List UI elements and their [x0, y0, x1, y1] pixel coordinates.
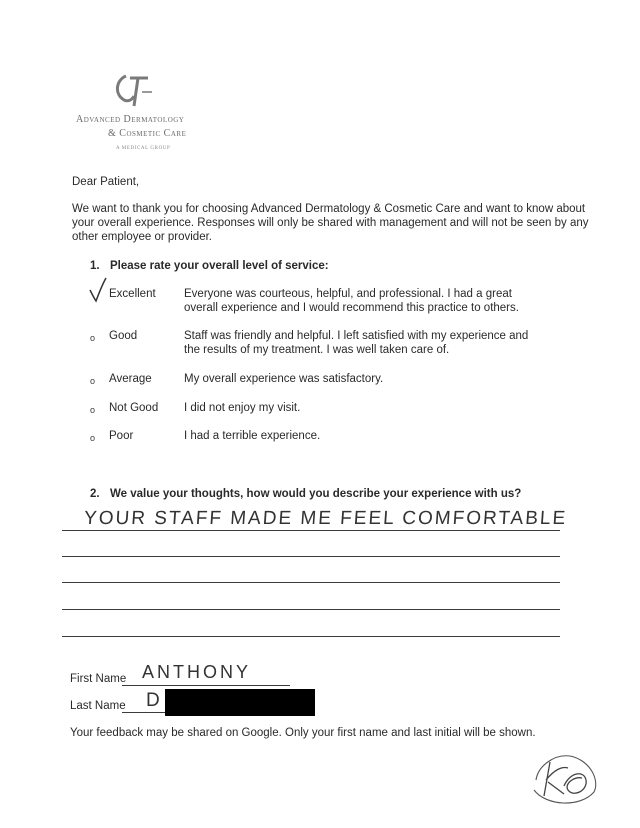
intro-line-3: other employee or provider. [72, 231, 212, 243]
option-not-good-radio[interactable]: o [90, 405, 96, 415]
first-name-line [122, 685, 290, 686]
option-average-radio[interactable]: o [90, 376, 96, 386]
option-not-good-desc: I did not enjoy my visit. [184, 402, 301, 414]
answer-line-2 [62, 556, 560, 557]
first-name-value[interactable]: ANTHONY [142, 662, 252, 682]
answer-line-3 [62, 582, 560, 583]
option-good-label[interactable]: Good [109, 330, 138, 342]
option-good-desc-1: Staff was friendly and helpful. I left satisfied with my experience and [184, 330, 529, 342]
option-good-desc-2: the results of my treatment. I was well taken care of. [184, 344, 450, 356]
option-poor-desc: I had a terrible experience. [184, 430, 321, 442]
practice-logo [60, 70, 210, 160]
option-excellent-desc-2: overall experience and I would recommend this practice to others. [184, 302, 519, 314]
q2-number: 2. [90, 488, 100, 500]
first-name-label: First Name [70, 673, 127, 685]
handwritten-initials-icon [530, 750, 600, 810]
q1-text: Please rate your overall level of service: [110, 260, 329, 272]
option-good-radio[interactable]: o [90, 333, 96, 343]
last-name-label: Last Name [70, 700, 126, 712]
intro-line-1: We want to thank you for choosing Advanced Dermatology & Cosmetic Care and want to know about [72, 203, 586, 215]
option-poor-label[interactable]: Poor [109, 430, 134, 442]
option-excellent-desc-1: Everyone was courteous, helpful, and professional. I had a great [184, 288, 512, 300]
logo-line-2: & Cosmetic Care [108, 128, 187, 139]
option-average-desc: My overall experience was satisfactory. [184, 373, 384, 385]
q2-handwritten-answer[interactable]: YOUR STAFF MADE ME FEEL COMFORTABLE [83, 508, 568, 529]
logo-line-1: Advanced Dermatology [76, 114, 185, 125]
answer-line-1 [62, 530, 560, 531]
redaction-bar [165, 689, 315, 716]
logo-emblem-icon [108, 70, 168, 110]
option-average-label[interactable]: Average [109, 373, 152, 385]
option-poor-radio[interactable]: o [90, 433, 96, 443]
q2-text: We value your thoughts, how would you describe your experience with us? [110, 488, 522, 500]
answer-line-5 [62, 636, 560, 637]
last-name-value[interactable]: D [146, 690, 161, 711]
greeting: Dear Patient, [72, 176, 140, 188]
answer-line-4 [62, 609, 560, 610]
intro-line-2: your overall experience. Responses will only be shared with management and will not be seen by any [72, 217, 589, 229]
q1-number: 1. [90, 260, 100, 272]
logo-line-3: A MEDICAL GROUP [116, 146, 171, 151]
google-share-note: Your feedback may be shared on Google. Only your first name and last initial will be shown. [70, 727, 536, 739]
option-not-good-label[interactable]: Not Good [109, 402, 159, 414]
option-excellent-label[interactable]: Excellent [109, 288, 156, 300]
